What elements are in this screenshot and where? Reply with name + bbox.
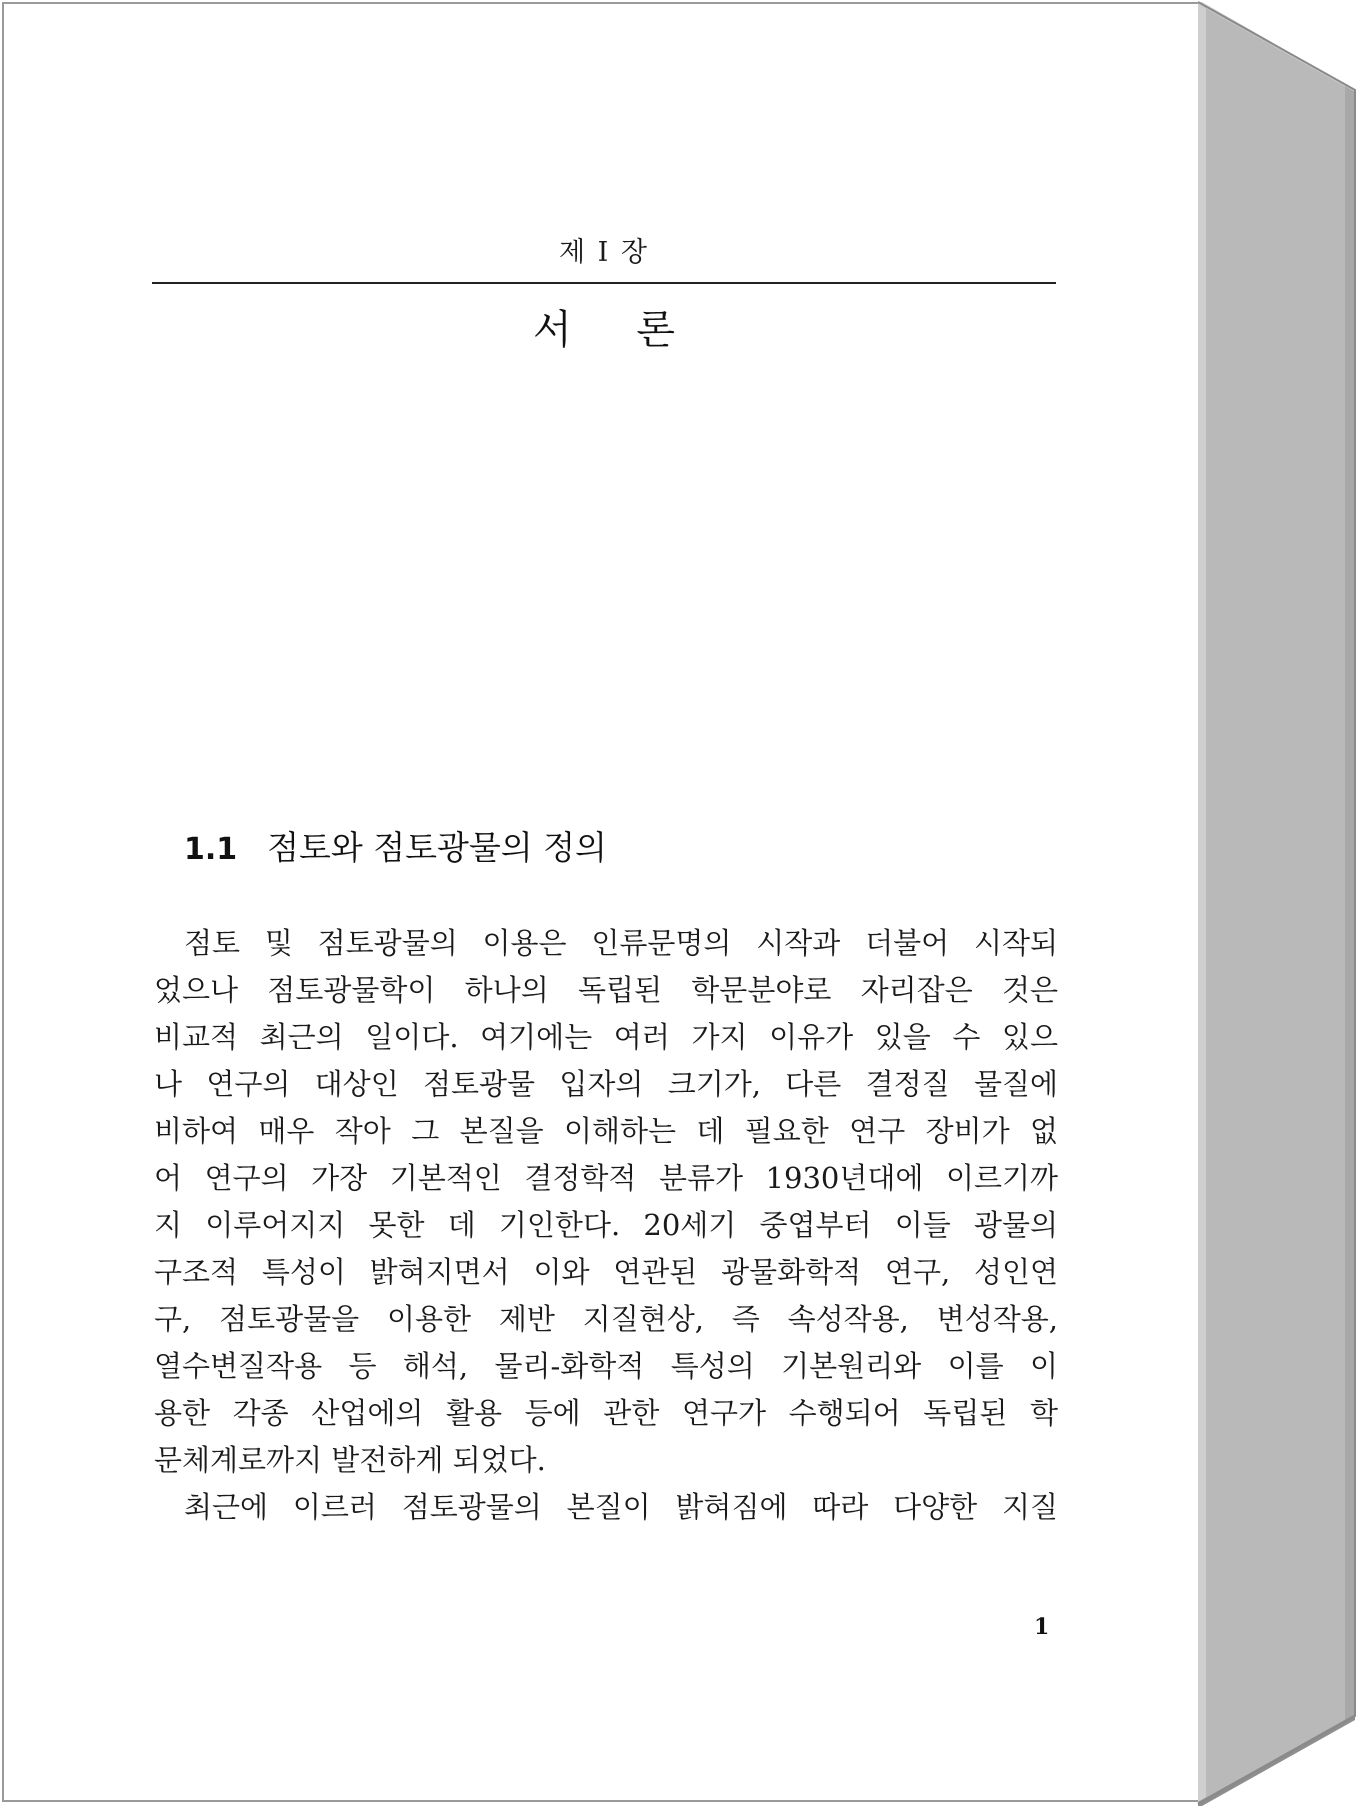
book-bottom-edge [1198,1714,1355,1806]
section-title: 점토와 점토광물의 정의 [267,828,607,867]
text-line: 문체계로까지 발전하게 되었다. [154,1443,546,1477]
text-line: 구조적 특성이 밝혀지면서 이와 연관된 광물화학적 연구, 성인연 [154,1255,1058,1289]
text-line: 최근에 이르러 점토광물의 본질이 밝혀짐에 따라 다양한 지질 [184,1490,1058,1524]
book-side-face [1198,4,1355,1802]
text-line: 열수변질작용 등 해석, 물리-화학적 특성의 기본원리와 이를 이 [154,1349,1058,1383]
page-number: 1 [1034,1614,1050,1640]
text-line: 구, 점토광물을 이용한 제반 지질현상, 즉 속성작용, 변성작용, [154,1302,1058,1336]
text-line: 어 연구의 가장 기본적인 결정학적 분류가 1930년대에 이르기까 [154,1161,1058,1195]
chapter-title: 서 론 [533,307,701,353]
text-line: 비하여 매우 작아 그 본질을 이해하는 데 필요한 연구 장비가 없 [154,1114,1058,1148]
book-page [2,2,1200,1802]
paragraph-2 [154,1484,1058,1531]
book-side-shadow [1345,86,1355,1720]
text-line: 점토 및 점토광물의 이용은 인류문명의 시작과 더불어 시작되 [184,926,1058,960]
text-line: 었으나 점토광물학이 하나의 독립된 학문분야로 자리잡은 것은 [154,973,1058,1007]
text-line: 나 연구의 대상인 점토광물 입자의 크기가, 다른 결정질 물질에 [154,1067,1058,1101]
book-outline [1198,2,1355,1804]
section-number: 1.1 [184,832,238,867]
text-line: 비교적 최근의 일이다. 여기에는 여러 가지 이유가 있을 수 있으 [154,1020,1058,1054]
section-heading [184,822,607,869]
body-text [154,920,1058,1531]
book-top-edge [1198,2,1355,96]
chapter-label: 제 I 장 [559,237,649,268]
paragraph-1 [154,920,1058,1484]
text-line: 용한 각종 산업에의 활용 등에 관한 연구가 수행되어 독립된 학 [154,1396,1058,1430]
text-line: 지 이루어지지 못한 데 기인한다. 20세기 중엽부터 이들 광물의 [154,1208,1058,1242]
chapter-divider [152,282,1056,284]
